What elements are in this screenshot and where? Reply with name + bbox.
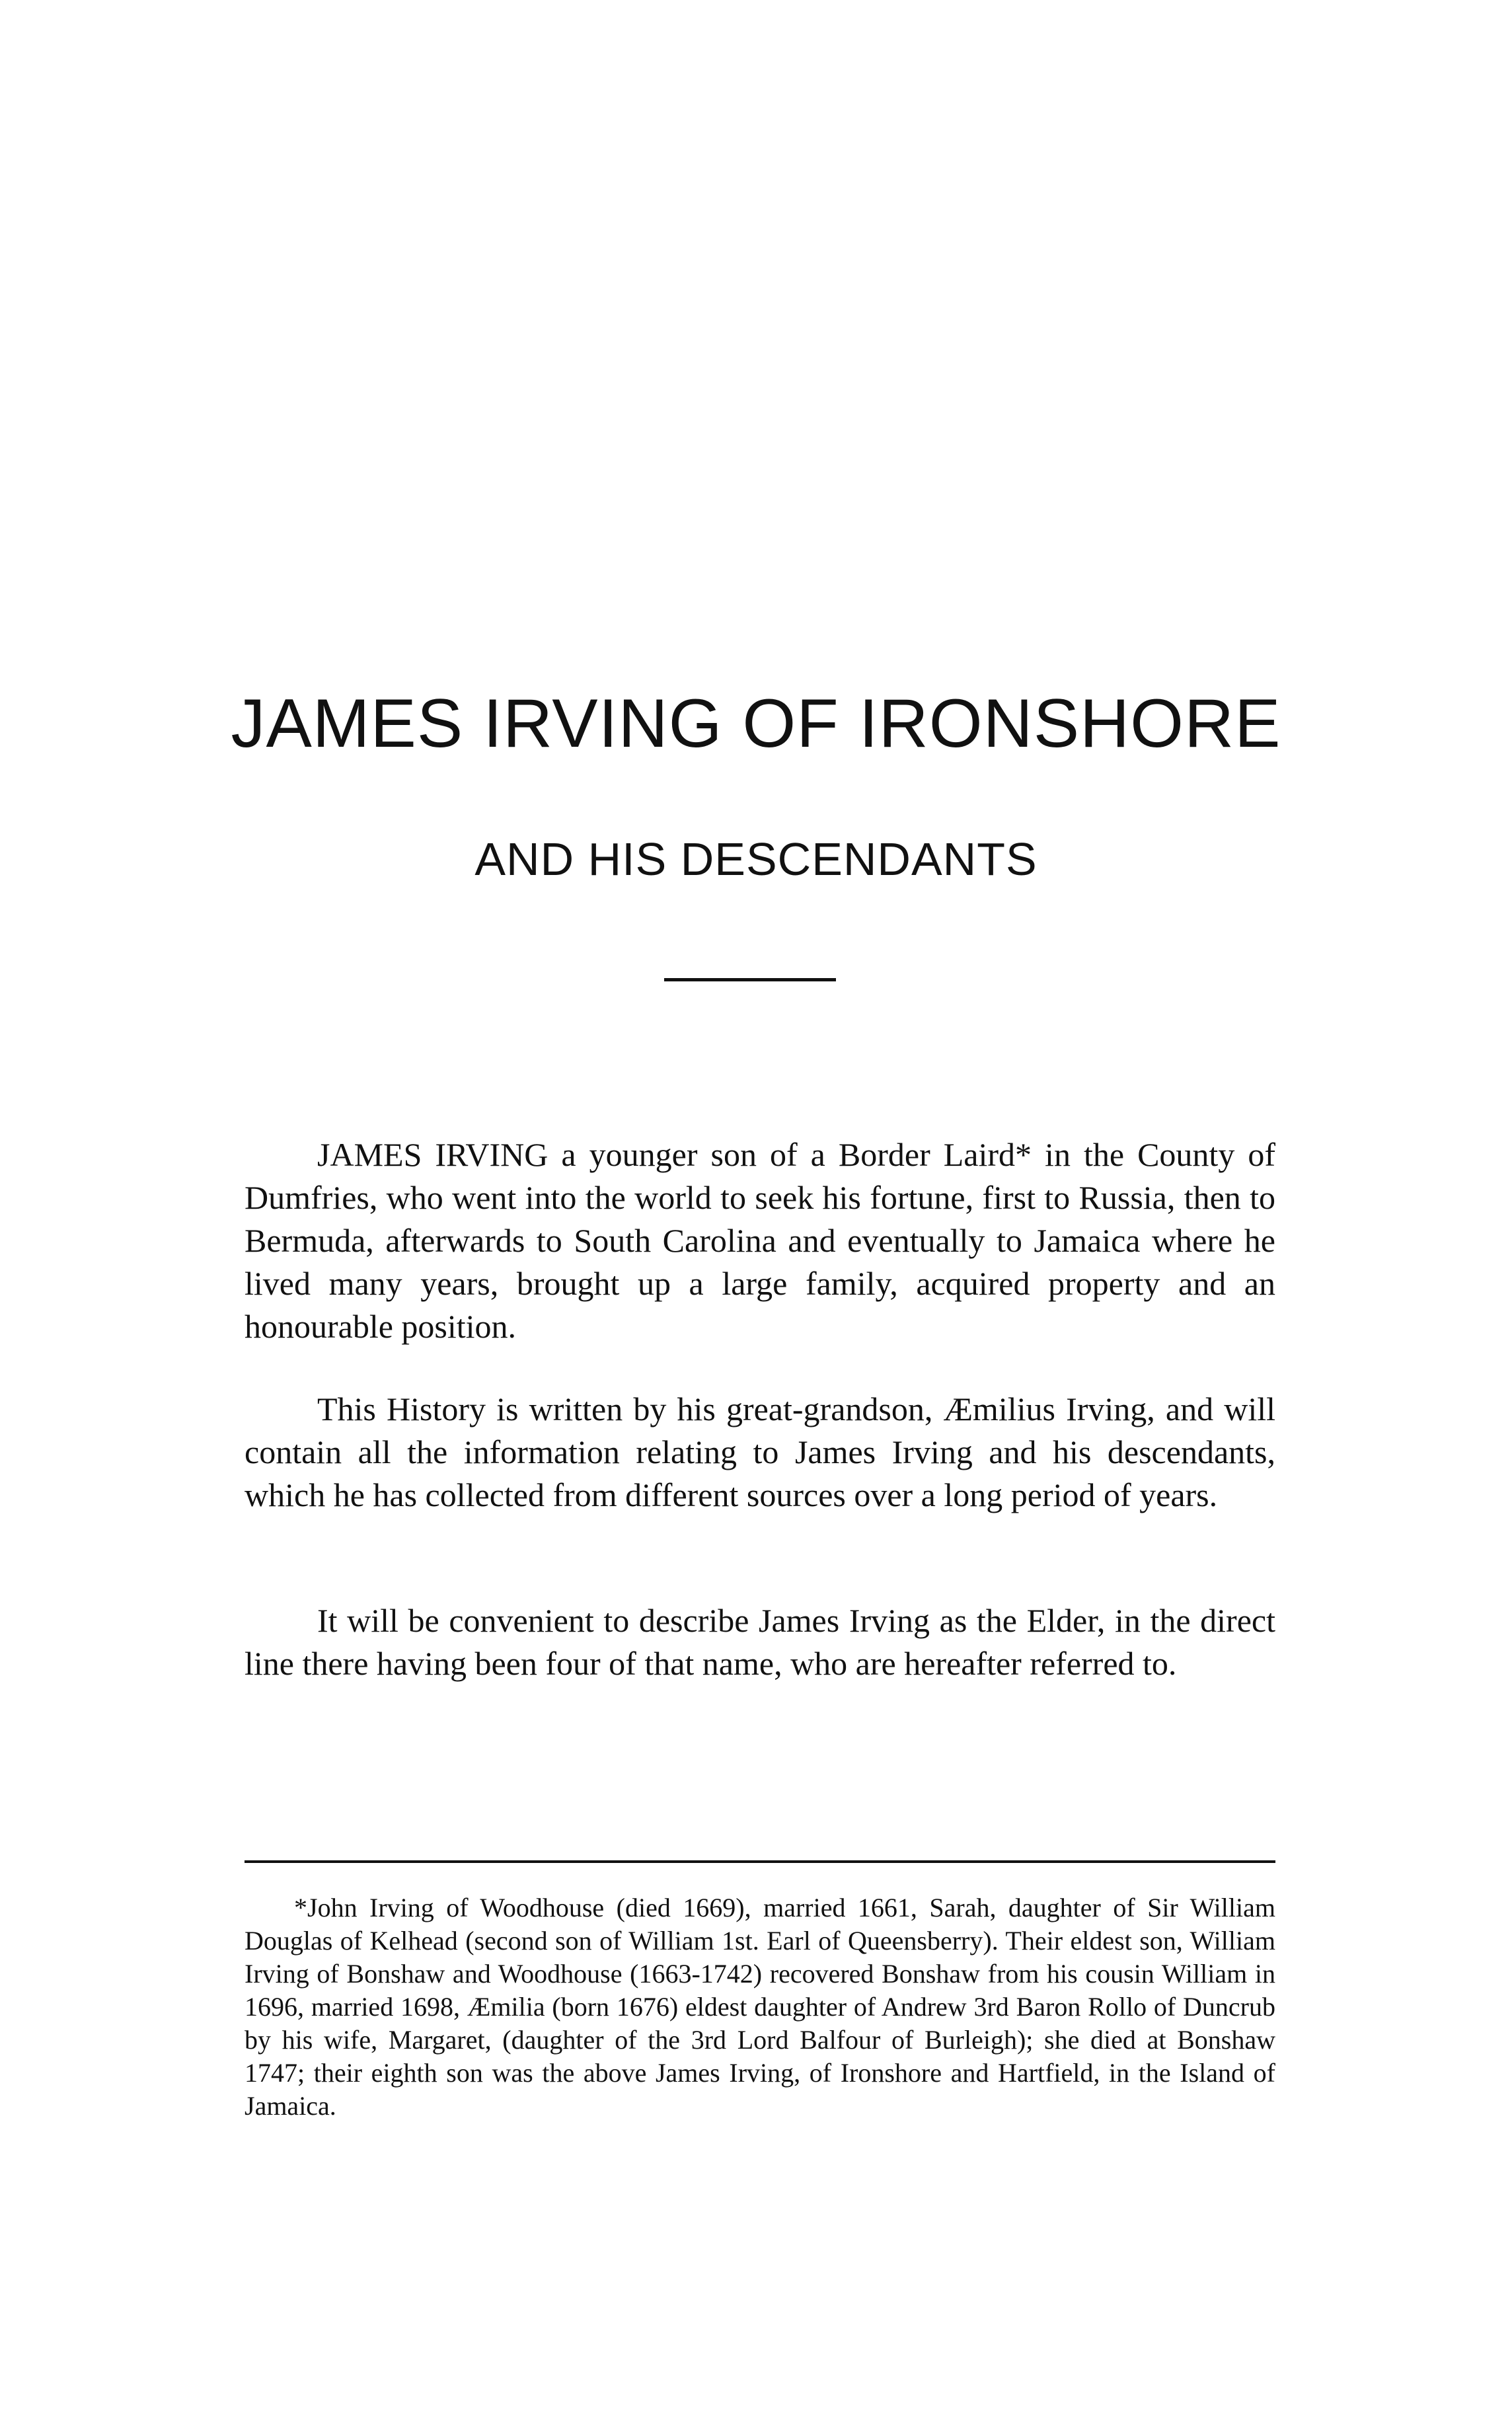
- title-divider: [664, 978, 836, 981]
- footnote-divider: [245, 1860, 1275, 1863]
- body-paragraph-1: JAMES IRVING a younger son of a Border Laird* in the County of Dumfries, who went into the world to seek his fortune, first to Russia, then to Bermuda, afterwards to South Carolina and eventually to Jamaica where he lived many years, brought up a large family, acquired property and an honourable position.: [245, 1136, 1275, 1345]
- body-paragraph-3: It will be convenient to describe James Irving as the Elder, in the direct line there having been four of that name, who are hereafter referred to.: [245, 1602, 1275, 1682]
- page-title: JAMES IRVING OF IRONSHORE: [231, 685, 1281, 762]
- body-paragraph-2: This History is written by his great-grandson, Æmilius Irving, and will contain all the information relating to James Irving and his descendants, which he has collected from different sources over a long period of years.: [245, 1390, 1275, 1513]
- footnote: *John Irving of Woodhouse (died 1669), married 1661, Sarah, daughter of Sir William Douglas of Kelhead (second son of William 1st. Earl of Queensberry). Their eldest son, William Irving of Bonshaw and Woodhouse (1663-1742) recovered Bonshaw from his cousin William in 1696, married 1698, Æmilia (born 1676) eldest daughter of Andrew 3rd Baron Rollo of Duncrub by his wife, Margaret, (daughter of the 3rd Lord Balfour of Burleigh); she died at Bonshaw 1747; their eighth son was the above James Irving, of Ironshore and Hartfield, in the Island of Jamaica.: [245, 1893, 1275, 2121]
- page-subtitle: AND HIS DESCENDANTS: [474, 833, 1038, 885]
